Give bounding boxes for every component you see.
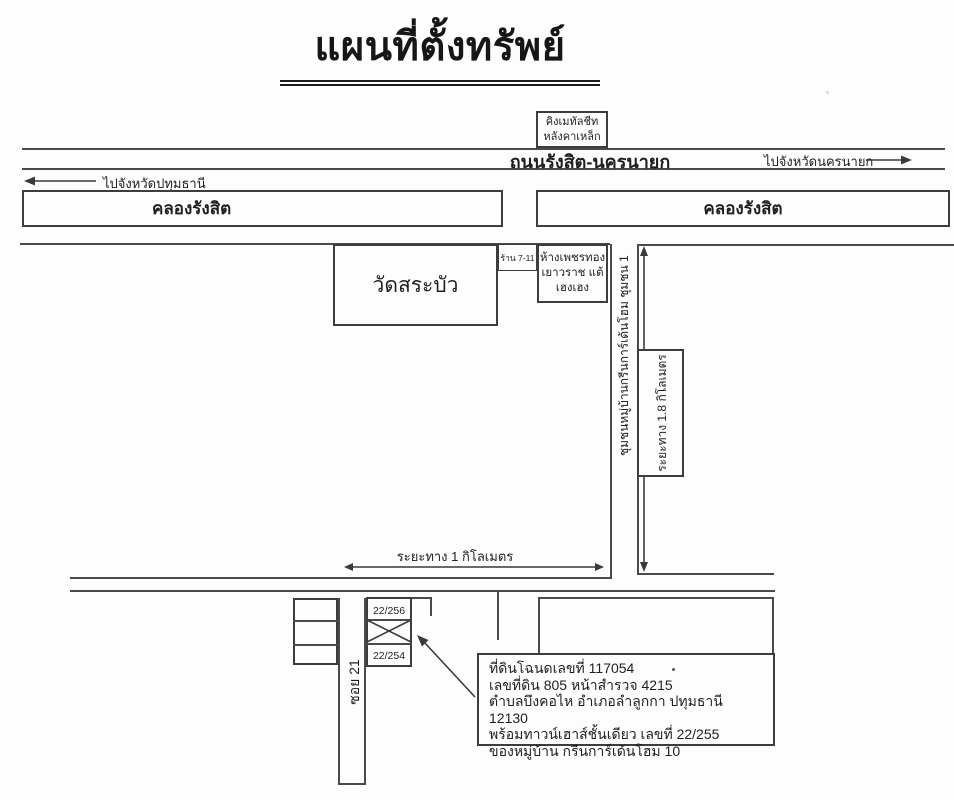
info-line-parcel: เลขที่ดิน 805 หน้าสำรวจ 4215 — [489, 676, 673, 693]
right-block-left-line — [538, 597, 540, 654]
row-houses-divider-2 — [293, 644, 338, 646]
map-title: แผนที่ตั้งทรัพย์ — [280, 14, 600, 86]
soi-21-end-line — [338, 783, 366, 785]
main-road-name-label: ถนนรังสิต-นครนายก — [509, 152, 671, 172]
soi-21-label: ซอย 21 — [346, 659, 362, 705]
info-line-village: ของหมู่บ้าน กรีนการ์เด้นโฮม 10 — [489, 742, 681, 759]
gold-shop-box — [537, 244, 608, 303]
south-bank-line-right — [637, 244, 954, 246]
direction-pathumthani-label: ไปจังหวัดปทุมธานี — [103, 176, 206, 191]
distance-1-8km-label: ระยะทาง 1.8 กิโลเมตร — [655, 354, 669, 472]
seven-eleven-box: ร้าน 7-11 — [498, 244, 537, 271]
main-road-top-line — [22, 148, 945, 150]
soi-21-left-line — [338, 598, 340, 785]
subject-plot-divider-1 — [366, 619, 412, 621]
info-line-address: ตำบลบึงคอไห อำเภอลำลูกกา ปทุมธานี 12130 — [489, 693, 723, 726]
plot-top-edge-extension — [412, 597, 431, 599]
direction-nakhonnayok-label: ไปจังหวัดนครนายก — [764, 154, 874, 169]
metal-sheet-shop-line1: คิงเมทัลชีท — [545, 115, 599, 128]
metal-sheet-shop-line2: หลังคาเหล็ก — [543, 130, 601, 143]
lower-road-bottom-line — [70, 590, 775, 592]
gold-shop-line1: ห้างเพชรทอง — [539, 252, 606, 265]
info-line-deed: ที่ดินโฉนดเลขที่ 117054 — [489, 660, 635, 676]
scan-speck-faint — [826, 91, 829, 94]
right-block-right-line — [772, 597, 774, 654]
row-houses-box — [293, 598, 338, 665]
pointer-arrow — [417, 635, 475, 697]
direction-pathumthani-arrow — [24, 177, 96, 186]
metal-sheet-shop-box — [536, 111, 608, 148]
gold-shop-line2: เยาวราช แต้ — [541, 267, 604, 280]
driveway-stub-line — [497, 590, 499, 640]
property-info-box — [477, 653, 775, 759]
right-block-top-line — [538, 597, 773, 599]
lower-road-top-line-left — [70, 577, 611, 579]
village-road-left-line — [610, 244, 612, 579]
wat-sabua-box: วัดสระบัว — [333, 244, 498, 326]
info-line-house: พร้อมทาวน์เฮาส์ชั้นเดียว เลขที่ 22/255 — [489, 726, 720, 742]
plot-side-stub — [430, 597, 432, 616]
distance-1km-label: ระยะทาง 1 กิโลเมตร — [396, 549, 514, 564]
plot-22-256-label: 22/256 — [372, 605, 406, 617]
khlong-rangsit-right-box: คลองรังสิต — [536, 190, 950, 227]
plot-22-254-label: 22/254 — [372, 650, 406, 662]
row-houses-divider-1 — [293, 620, 338, 622]
lower-road-top-line-right — [637, 573, 774, 575]
gold-shop-line3: เฮงเฮง — [555, 281, 590, 294]
village-road-label: ชุมชนหมู่บ้านกรีนการ์เด้นโฮม ชุมชน 1 — [617, 255, 631, 456]
khlong-rangsit-left-box: คลองรังสิต — [22, 190, 503, 227]
subject-plot-divider-2 — [366, 643, 412, 645]
scan-speck-dark — [672, 668, 675, 671]
